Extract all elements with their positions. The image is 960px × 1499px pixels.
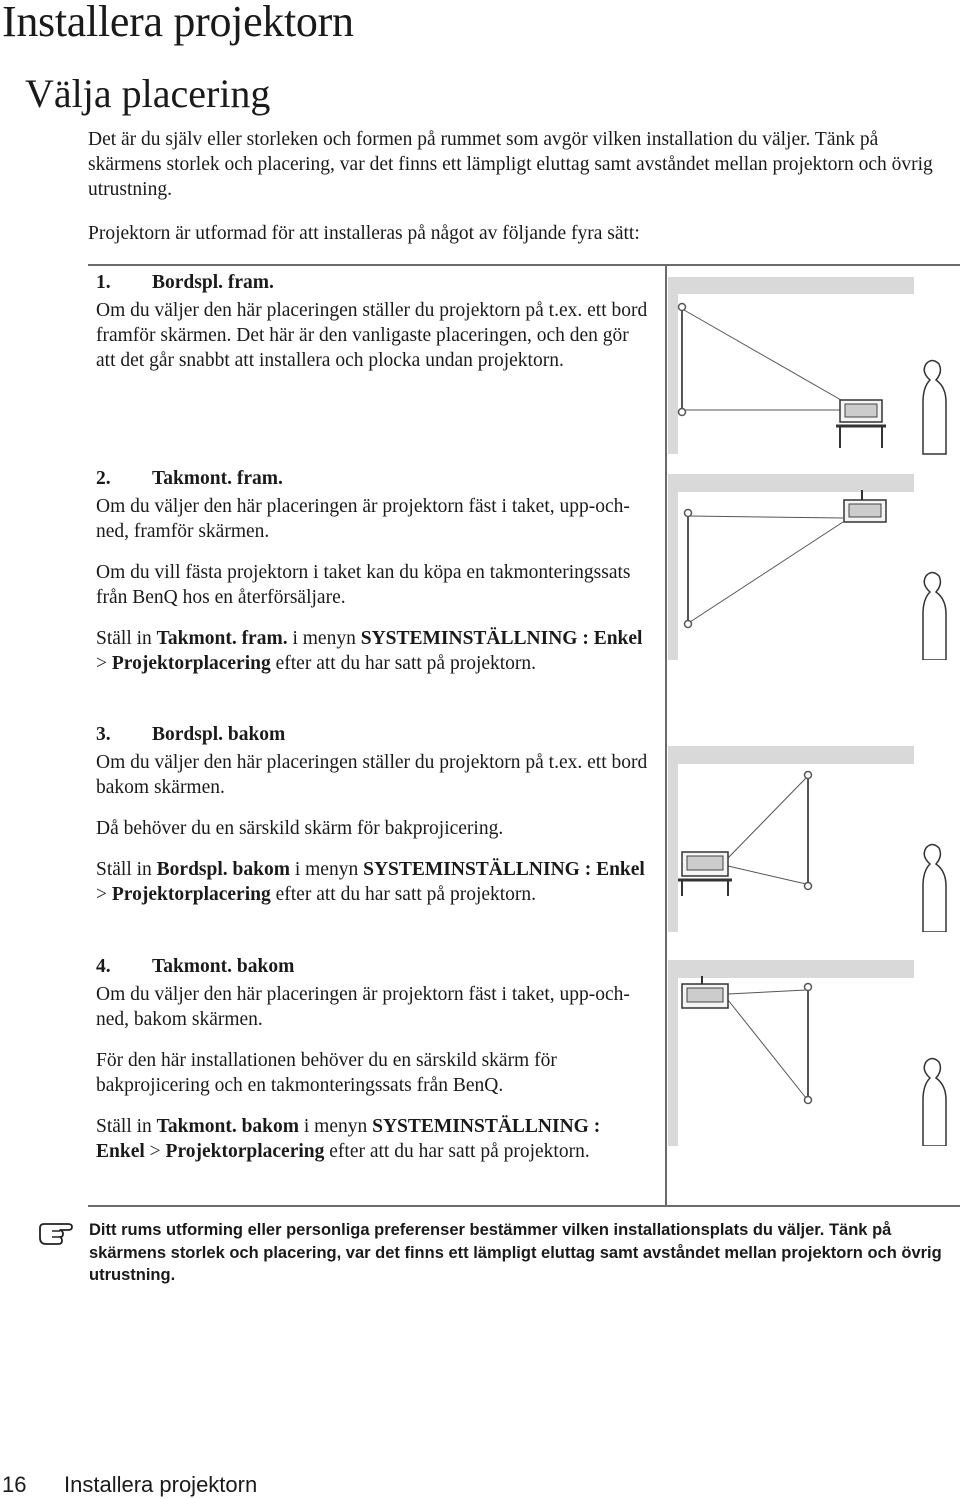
setting-mid: i menyn bbox=[299, 1116, 373, 1137]
option-2-text-1: Om du väljer den här placeringen är projektorn fäst i taket, upp-och-ned, framför skärmen. bbox=[96, 496, 630, 542]
option-4-number: 4. bbox=[96, 956, 111, 977]
diagram-floor-front bbox=[668, 272, 958, 458]
diagram-ceiling-front bbox=[668, 474, 958, 660]
setting-menu: SYSTEMINSTÄLLNING : Enkel bbox=[360, 628, 643, 649]
setting-option: Takmont. fram. bbox=[156, 628, 288, 649]
option-2-text-2: Om du vill fästa projektorn i taket kan du köpa en takmonteringssats från BenQ hos en återförsäljare. bbox=[96, 562, 631, 608]
diagram-ceiling-rear bbox=[668, 960, 958, 1146]
setting-sep: > bbox=[96, 884, 112, 905]
option-1 bbox=[96, 270, 652, 389]
setting-item: Projektorplacering bbox=[111, 884, 271, 905]
option-4-name: Takmont. bakom bbox=[152, 956, 295, 977]
page-title: Installera projektorn bbox=[2, 0, 354, 46]
option-4-setting bbox=[96, 1114, 652, 1164]
option-3-text-1: Om du väljer den här placeringen ställer du projektorn på t.ex. ett bord bakom skärmen. bbox=[96, 752, 648, 798]
option-2 bbox=[96, 466, 652, 692]
setting-option: Bordspl. bakom bbox=[156, 859, 290, 880]
footer-chapter: Installera projektorn bbox=[64, 1472, 258, 1497]
setting-sep: > bbox=[96, 653, 112, 674]
note-text: Ditt rums utforming eller personliga preferenser bestämmer vilken installationsplats du väljer. Tänk på skärmens storlek och placering, var det finns ett lämpligt eluttag samt avståndet mellan projektorn och övrig utrustning. bbox=[89, 1221, 942, 1284]
setting-post: efter att du har satt på projektorn. bbox=[270, 884, 537, 905]
setting-menu: SYSTEMINSTÄLLNING : Enkel bbox=[96, 1116, 601, 1162]
setting-mid: i menyn bbox=[287, 628, 361, 649]
page-number: 16 bbox=[2, 1472, 27, 1497]
option-1-number: 1. bbox=[96, 272, 111, 293]
pointing-hand-icon bbox=[38, 1218, 84, 1248]
option-4-text-1: Om du väljer den här placeringen är projektorn fäst i taket, upp-och-ned, bakom skärmen. bbox=[96, 984, 630, 1030]
setting-pre: Ställ in bbox=[96, 859, 157, 880]
option-2-number: 2. bbox=[96, 468, 111, 489]
option-1-name: Bordspl. fram. bbox=[152, 272, 274, 293]
setting-option: Takmont. bakom bbox=[156, 1116, 299, 1137]
option-2-setting bbox=[96, 626, 652, 676]
page-footer bbox=[2, 1472, 257, 1498]
setting-mid: i menyn bbox=[289, 859, 364, 880]
setting-sep: > bbox=[144, 1141, 166, 1162]
option-3-name: Bordspl. bakom bbox=[152, 724, 286, 745]
option-3-setting bbox=[96, 857, 652, 907]
option-4 bbox=[96, 954, 652, 1180]
table-column-divider bbox=[665, 265, 667, 1205]
option-3 bbox=[96, 722, 652, 923]
section-title: Välja placering bbox=[25, 71, 271, 116]
setting-post: efter att du har satt på projektorn. bbox=[270, 653, 537, 674]
option-4-text-2: För den här installationen behöver du en särskild skärm för bakprojicering och en takmonteringssats från BenQ. bbox=[96, 1050, 557, 1096]
setting-item: Projektorplacering bbox=[111, 653, 271, 674]
diagram-floor-rear bbox=[668, 746, 958, 932]
option-3-text-2: Då behöver du en särskild skärm för bakprojicering. bbox=[96, 818, 504, 839]
intro-paragraph-2: Projektorn är utformad för att installeras på något av följande fyra sätt: bbox=[88, 223, 640, 244]
option-2-name: Takmont. fram. bbox=[152, 468, 283, 489]
intro-paragraph: Det är du själv eller storleken och formen på rummet som avgör vilken installation du väljer. Tänk på skärmens storlek och placering, var det finns ett lämpligt eluttag samt avståndet mellan projektorn och övrig utrustning. bbox=[88, 129, 933, 200]
table-top-rule bbox=[88, 264, 960, 266]
table-bottom-rule bbox=[88, 1205, 960, 1207]
setting-pre: Ställ in bbox=[96, 1116, 157, 1137]
setting-menu: SYSTEMINSTÄLLNING : Enkel bbox=[363, 859, 645, 880]
setting-pre: Ställ in bbox=[96, 628, 157, 649]
option-1-text-1: Om du väljer den här placeringen ställer du projektorn på t.ex. ett bord framför skärmen. Det här är den vanligaste placeringen, och den gör att det går snabbt att installera och plocka undan projektorn. bbox=[96, 300, 648, 371]
setting-item: Projektorplacering bbox=[165, 1141, 325, 1162]
setting-post: efter att du har satt på projektorn. bbox=[324, 1141, 590, 1162]
option-3-number: 3. bbox=[96, 724, 111, 745]
